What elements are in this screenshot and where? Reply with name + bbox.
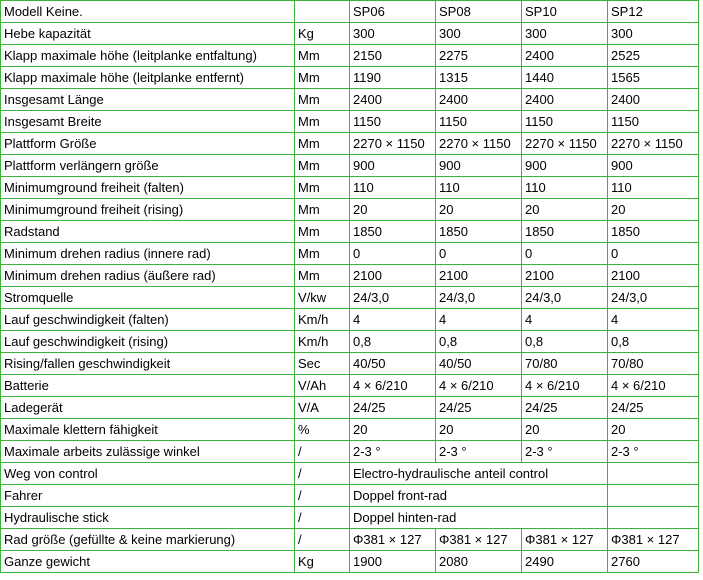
row-value: 20 [436,419,522,441]
row-unit: / [295,441,350,463]
row-value: 1850 [522,221,608,243]
row-value: 20 [522,199,608,221]
row-value: 0,8 [608,331,699,353]
row-empty-cell [608,485,699,507]
row-value: 24/3,0 [350,287,436,309]
row-value: 2760 [608,551,699,573]
row-value: 1150 [608,111,699,133]
table-row [1,507,699,529]
row-unit: V/kw [295,287,350,309]
table-row [1,529,699,551]
row-value: 2-3 ° [436,441,522,463]
row-value: 1900 [350,551,436,573]
table-row [1,67,699,89]
row-value: 2100 [608,265,699,287]
row-value: 300 [608,23,699,45]
table-row [1,155,699,177]
row-value: 1150 [350,111,436,133]
row-value: 4 × 6/210 [350,375,436,397]
row-unit: Sec [295,353,350,375]
header-model-sp10: SP10 [522,1,608,23]
row-unit: / [295,529,350,551]
table-row [1,419,699,441]
row-value: 20 [522,419,608,441]
table-row [1,309,699,331]
row-label: Maximale klettern fähigkeit [1,419,295,441]
row-label: Insgesamt Breite [1,111,295,133]
row-merged-value: Doppel hinten-rad [350,507,608,529]
row-unit: / [295,485,350,507]
row-value: 4 [436,309,522,331]
table-row [1,353,699,375]
row-unit: Mm [295,221,350,243]
table-row [1,199,699,221]
row-value: 2270 × 1150 [350,133,436,155]
row-value: 24/3,0 [608,287,699,309]
row-value: 2270 × 1150 [608,133,699,155]
row-label: Plattform verlängern größe [1,155,295,177]
header-model-sp08: SP08 [436,1,522,23]
row-value: 20 [350,419,436,441]
row-value: Φ381 × 127 [350,529,436,551]
row-unit: Km/h [295,331,350,353]
row-value: 4 [522,309,608,331]
row-value: 4 × 6/210 [608,375,699,397]
row-unit: Mm [295,67,350,89]
row-value: 20 [436,199,522,221]
row-merged-value: Electro-hydraulische anteil control [350,463,608,485]
row-unit: Mm [295,45,350,67]
row-unit: Kg [295,551,350,573]
row-value: 300 [350,23,436,45]
row-value: 2400 [608,89,699,111]
row-value: 110 [436,177,522,199]
row-value: 20 [608,419,699,441]
row-value: 0 [608,243,699,265]
row-value: 1850 [436,221,522,243]
table-row [1,221,699,243]
row-value: 0,8 [522,331,608,353]
row-label: Hebe kapazität [1,23,295,45]
row-value: 24/25 [436,397,522,419]
row-unit: Mm [295,155,350,177]
row-value: 900 [608,155,699,177]
row-value: 1440 [522,67,608,89]
row-value: 0,8 [436,331,522,353]
row-unit: % [295,419,350,441]
row-value: 20 [608,199,699,221]
table-row [1,331,699,353]
row-label: Minimum drehen radius (innere rad) [1,243,295,265]
row-value: 2100 [436,265,522,287]
row-value: 24/25 [350,397,436,419]
row-value: 4 [608,309,699,331]
row-value: 2-3 ° [522,441,608,463]
row-unit: Mm [295,177,350,199]
row-label: Ganze gewicht [1,551,295,573]
row-unit: Mm [295,243,350,265]
row-empty-cell [608,507,699,529]
row-unit: Kg [295,23,350,45]
row-value: 2100 [350,265,436,287]
row-value: 0 [522,243,608,265]
header-model-sp06: SP06 [350,1,436,23]
table-row [1,441,699,463]
row-value: 900 [350,155,436,177]
table-row [1,287,699,309]
row-value: 110 [608,177,699,199]
row-label: Insgesamt Länge [1,89,295,111]
row-unit: / [295,463,350,485]
table-row [1,463,699,485]
header-row [1,1,699,23]
row-label: Batterie [1,375,295,397]
row-unit: Mm [295,199,350,221]
row-value: 110 [350,177,436,199]
row-value: 1850 [608,221,699,243]
row-unit: Km/h [295,309,350,331]
row-value: 2400 [436,89,522,111]
row-label: Klapp maximale höhe (leitplanke entfaltung) [1,45,295,67]
row-value: 2150 [350,45,436,67]
row-value: 2-3 ° [608,441,699,463]
row-value: 2400 [522,89,608,111]
row-label: Rad größe (gefüllte & keine markierung) [1,529,295,551]
row-value: 2270 × 1150 [436,133,522,155]
table-row [1,89,699,111]
table-row [1,551,699,573]
row-label: Minimum drehen radius (äußere rad) [1,265,295,287]
row-value: 2-3 ° [350,441,436,463]
row-merged-value: Doppel front-rad [350,485,608,507]
row-value: 300 [436,23,522,45]
row-value: 2275 [436,45,522,67]
table-row [1,133,699,155]
row-value: 24/3,0 [436,287,522,309]
table-row [1,243,699,265]
row-value: 2400 [522,45,608,67]
row-empty-cell [608,463,699,485]
row-value: 2490 [522,551,608,573]
row-value: 2270 × 1150 [522,133,608,155]
row-label: Ladegerät [1,397,295,419]
row-value: 2525 [608,45,699,67]
row-label: Plattform Größe [1,133,295,155]
row-value: 70/80 [608,353,699,375]
row-value: 24/25 [608,397,699,419]
header-label: Modell Keine. [1,1,295,23]
row-value: Φ381 × 127 [522,529,608,551]
row-unit: V/A [295,397,350,419]
table-row [1,177,699,199]
row-value: Φ381 × 127 [436,529,522,551]
header-unit [295,1,350,23]
table-row [1,45,699,67]
row-value: 0,8 [350,331,436,353]
row-unit: Mm [295,133,350,155]
row-value: 0 [350,243,436,265]
row-unit: Mm [295,111,350,133]
table-row [1,111,699,133]
row-value: 2080 [436,551,522,573]
row-label: Lauf geschwindigkeit (falten) [1,309,295,331]
row-unit: V/Ah [295,375,350,397]
spec-table-body [1,1,699,573]
row-label: Lauf geschwindigkeit (rising) [1,331,295,353]
row-label: Radstand [1,221,295,243]
row-label: Rising/fallen geschwindigkeit [1,353,295,375]
row-label: Klapp maximale höhe (leitplanke entfernt) [1,67,295,89]
row-label: Stromquelle [1,287,295,309]
row-value: 4 [350,309,436,331]
row-value: 1850 [350,221,436,243]
row-value: 2100 [522,265,608,287]
row-value: 900 [436,155,522,177]
row-value: 900 [522,155,608,177]
row-unit: Mm [295,265,350,287]
row-label: Minimumground freiheit (rising) [1,199,295,221]
table-row [1,265,699,287]
row-value: 4 × 6/210 [436,375,522,397]
row-value: 20 [350,199,436,221]
row-unit: / [295,507,350,529]
row-value: 300 [522,23,608,45]
row-value: 0 [436,243,522,265]
row-value: 1565 [608,67,699,89]
row-value: 24/3,0 [522,287,608,309]
row-value: 1150 [522,111,608,133]
table-row [1,485,699,507]
row-value: 1150 [436,111,522,133]
row-value: Φ381 × 127 [608,529,699,551]
row-value: 2400 [350,89,436,111]
row-value: 110 [522,177,608,199]
row-value: 1190 [350,67,436,89]
row-label: Hydraulische stick [1,507,295,529]
row-value: 40/50 [436,353,522,375]
row-value: 4 × 6/210 [522,375,608,397]
table-row [1,375,699,397]
row-label: Fahrer [1,485,295,507]
row-label: Minimumground freiheit (falten) [1,177,295,199]
row-value: 70/80 [522,353,608,375]
row-unit: Mm [295,89,350,111]
row-label: Maximale arbeits zulässige winkel [1,441,295,463]
row-value: 40/50 [350,353,436,375]
header-model-sp12: SP12 [608,1,699,23]
table-row [1,23,699,45]
row-label: Weg von control [1,463,295,485]
row-value: 24/25 [522,397,608,419]
row-value: 1315 [436,67,522,89]
table-row [1,397,699,419]
